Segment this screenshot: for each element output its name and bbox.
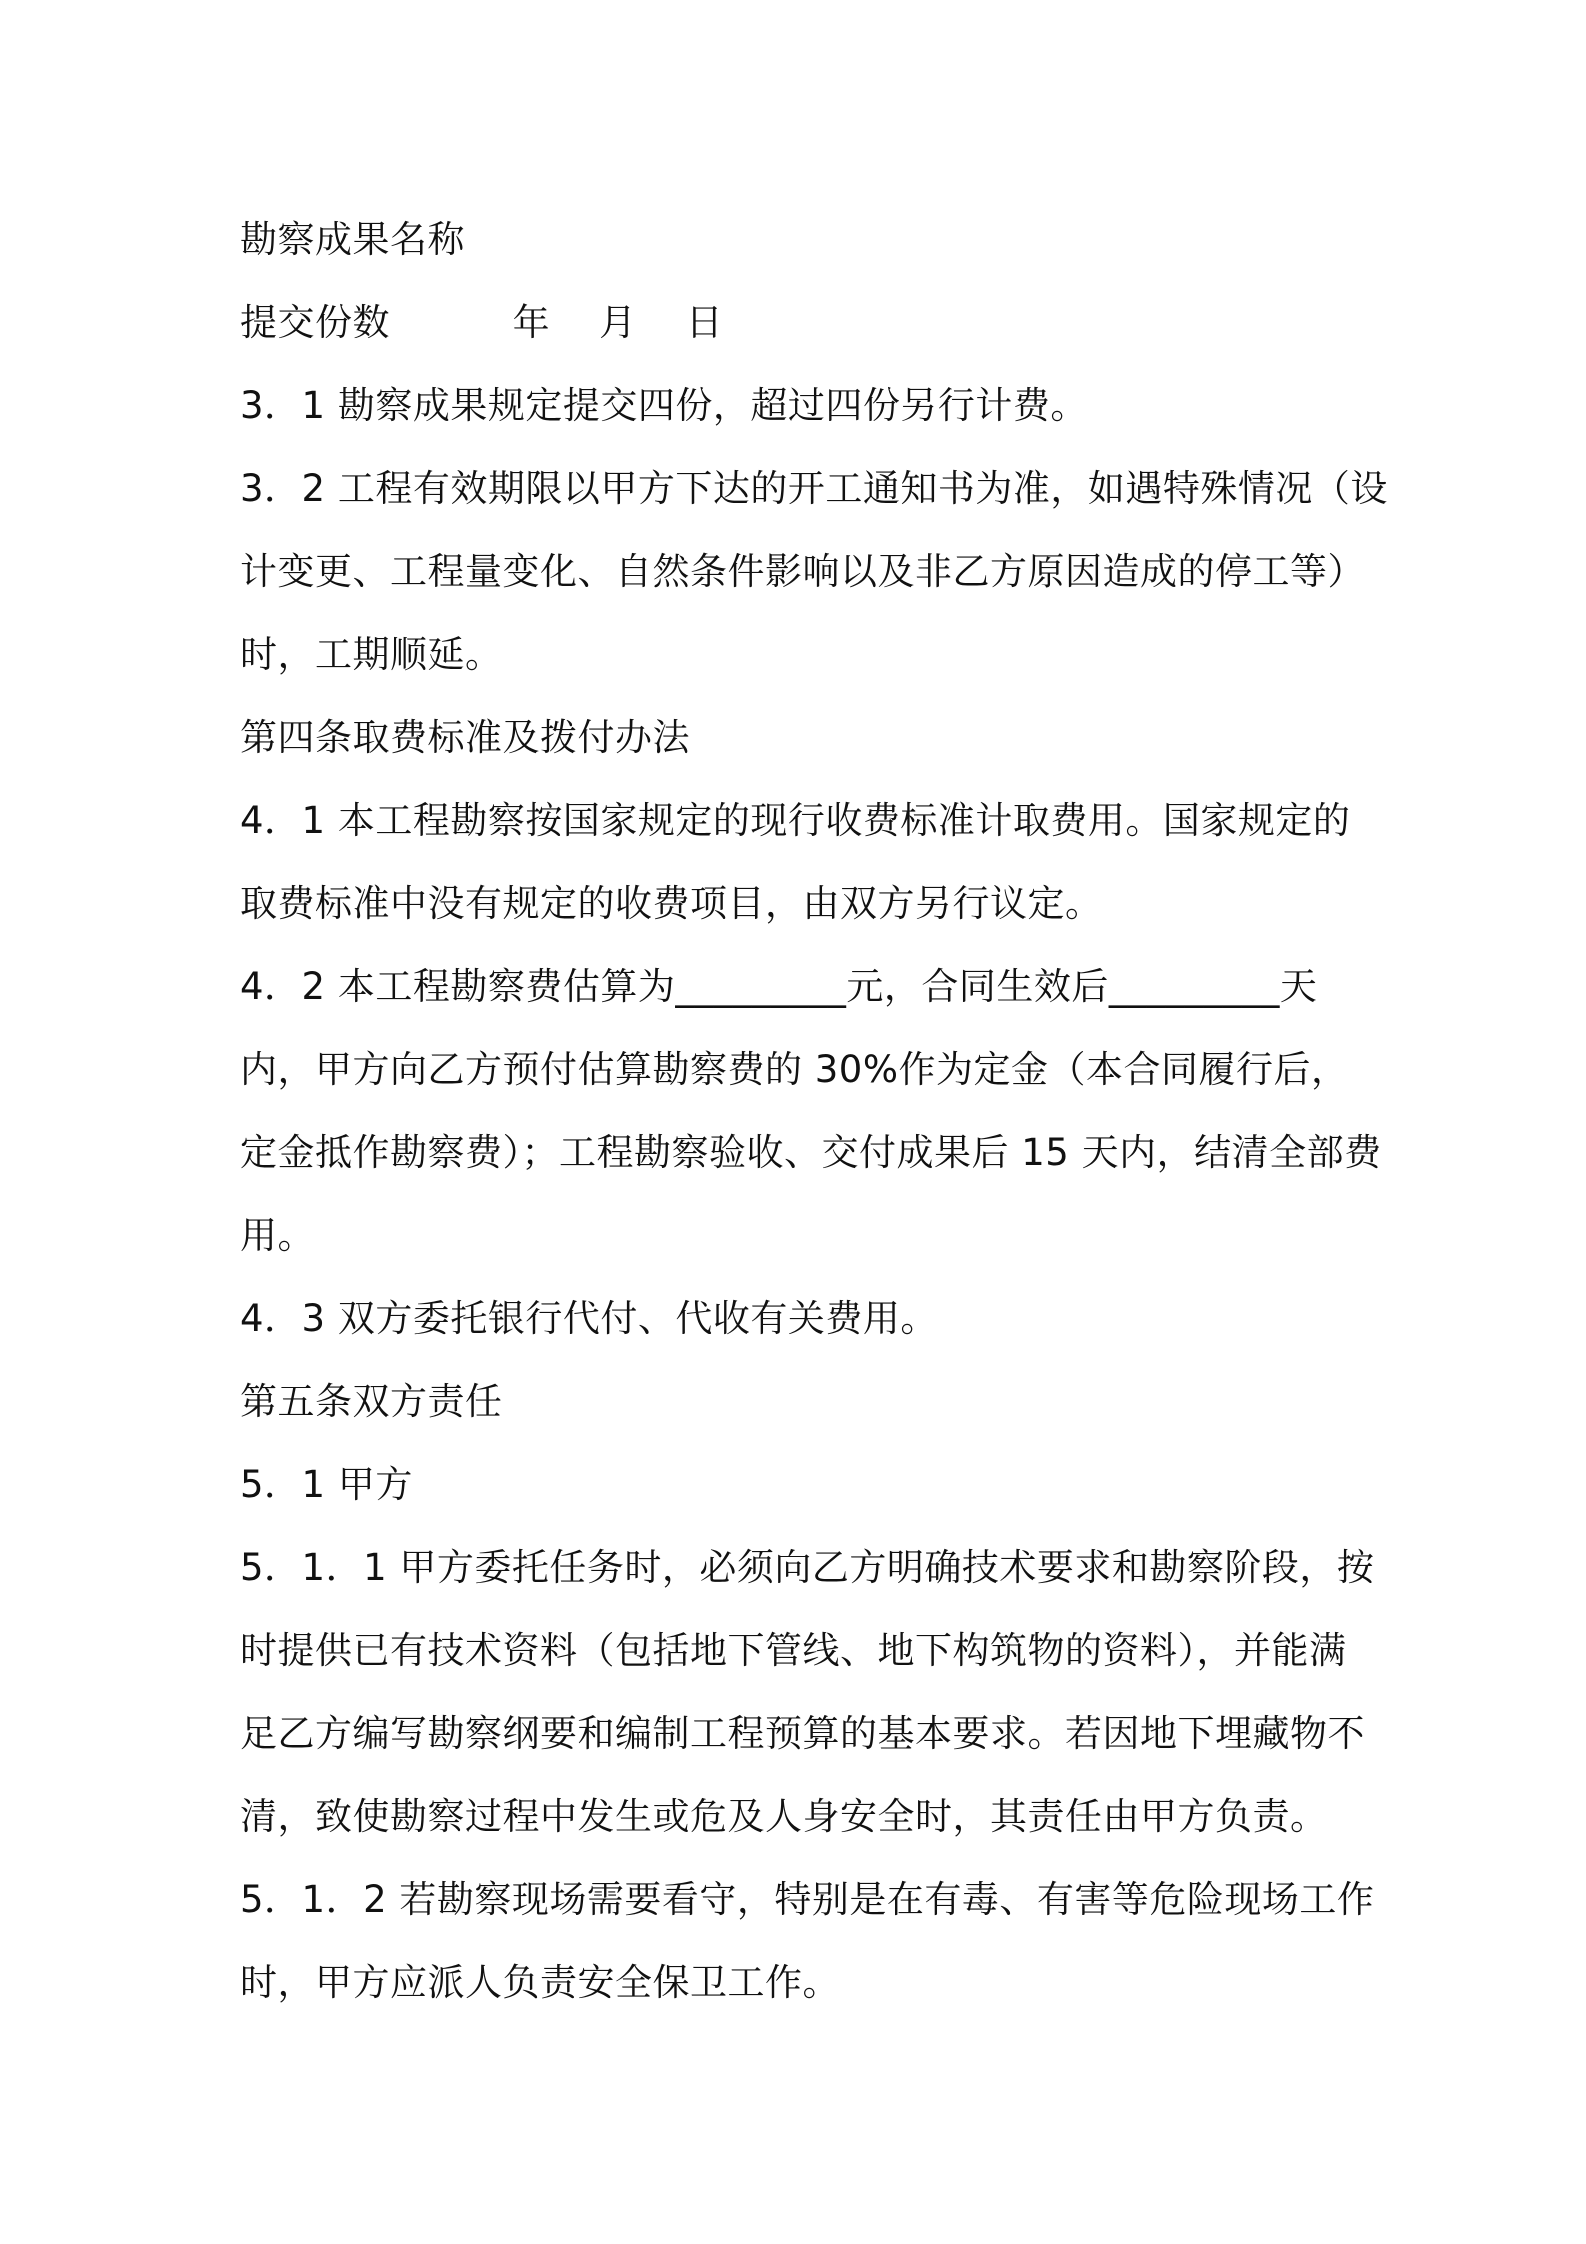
clause-3-2-line-1: 3．2 工程有效期限以甲方下达的开工通知书为准，如遇特殊情况（设 — [240, 467, 1388, 510]
clause-5-1-2-line-2: 时，甲方应派人负责安全保卫工作。 — [240, 1961, 840, 2004]
clause-4-1-line-1: 4．1 本工程勘察按国家规定的现行收费标准计取费用。国家规定的 — [240, 799, 1351, 842]
clause-5-1-1-line-3: 足乙方编写勘察纲要和编制工程预算的基本要求。若因地下埋藏物不 — [240, 1712, 1365, 1755]
clause-3-1: 3．1 勘察成果规定提交四份，超过四份另行计费。 — [240, 384, 1088, 427]
field-label-result-name: 勘察成果名称 — [240, 218, 465, 261]
clause-4-2-line-1: 4．2 本工程勘察费估算为_________元，合同生效后_________天 — [240, 965, 1318, 1008]
clause-4-2-line-4: 用。 — [240, 1214, 315, 1257]
document-body — [240, 198, 1388, 2024]
clause-5-1-1-line-1: 5．1．1 甲方委托任务时，必须向乙方明确技术要求和勘察阶段，按 — [240, 1546, 1375, 1589]
clause-4-2-line-3: 定金抵作勘察费）；工程勘察验收、交付成果后 15 天内，结清全部费 — [240, 1131, 1382, 1174]
clause-4-1-line-2: 取费标准中没有规定的收费项目，由双方另行议定。 — [240, 882, 1103, 925]
article-4-heading: 第四条取费标准及拨付办法 — [240, 716, 690, 759]
clause-4-2-line-2: 内，甲方向乙方预付估算勘察费的 30%作为定金（本合同履行后， — [240, 1048, 1349, 1091]
clause-3-2-line-2: 计变更、工程量变化、自然条件影响以及非乙方原因造成的停工等） — [240, 550, 1365, 593]
article-5-heading: 第五条双方责任 — [240, 1380, 503, 1423]
field-label-copies-date: 提交份数 年 月 日 — [240, 301, 724, 344]
clause-4-3: 4．3 双方委托银行代付、代收有关费用。 — [240, 1297, 938, 1340]
clause-5-1-1-line-2: 时提供已有技术资料（包括地下管线、地下构筑物的资料），并能满 — [240, 1629, 1347, 1672]
clause-5-1-2-line-1: 5．1．2 若勘察现场需要看守，特别是在有毒、有害等危险现场工作 — [240, 1878, 1375, 1921]
clause-5-1-heading: 5．1 甲方 — [240, 1463, 413, 1506]
clause-5-1-1-line-4: 清，致使勘察过程中发生或危及人身安全时，其责任由甲方负责。 — [240, 1795, 1328, 1838]
clause-3-2-line-3: 时，工期顺延。 — [240, 633, 503, 676]
